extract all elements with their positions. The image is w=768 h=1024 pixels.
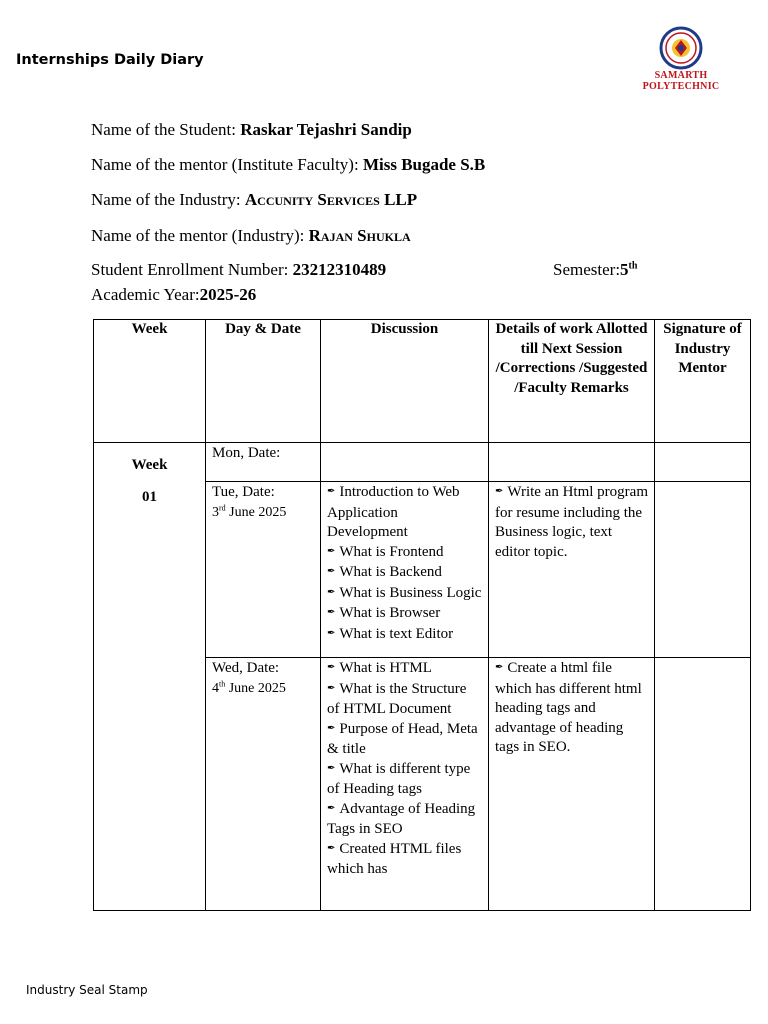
list-item: ✒ What is different type of Heading tags (327, 760, 482, 800)
date-suffix: th (219, 678, 226, 688)
diary-table (93, 319, 751, 911)
list-item: ✒ What is Business Logic (327, 584, 482, 605)
list-item: ✒ What is the Structure of HTML Document (327, 680, 482, 720)
details-cell (489, 443, 655, 482)
logo-line-2: POLYTECHNIC (642, 81, 720, 92)
industry-label: Name of the Industry: (91, 190, 241, 209)
list-item: ✒ What is Backend (327, 563, 482, 584)
samarth-emblem-icon (658, 26, 704, 70)
header-signature: Signature of Industry Mentor (655, 320, 751, 443)
industry-mentor-value: Rajan Shukla (308, 226, 411, 245)
academic-year-value: 2025-26 (199, 285, 257, 304)
semester-value: 5 (620, 260, 629, 279)
discussion-cell (321, 658, 489, 911)
list-item: ✒ What is Browser (327, 604, 482, 625)
page-title: Internships Daily Diary (16, 52, 204, 68)
header-week: Week (94, 320, 206, 443)
list-item: ✒ Introduction to Web Application Development (327, 483, 482, 543)
discussion-list (327, 483, 482, 645)
date-month-year: June 2025 (229, 504, 287, 520)
date-value (212, 503, 314, 523)
week-label: Week (131, 457, 168, 473)
day-label: Tue, Date: (212, 484, 275, 500)
day-date-cell (206, 658, 321, 911)
enrollment-line (91, 260, 386, 280)
industry-value: Accunity Services LLP (244, 190, 418, 209)
date-month-year: June 2025 (228, 680, 286, 696)
table-header-row (94, 320, 751, 443)
day-date-cell (206, 443, 321, 482)
list-item: ✒ Create a html file which has different html heading tags and advantage of heading tags in SEO. (495, 659, 648, 758)
academic-year-label: Academic Year: (91, 285, 200, 304)
list-item: ✒ What is text Editor (327, 625, 482, 646)
industry-mentor-line (91, 226, 411, 246)
week-cell (94, 443, 206, 911)
header-day-date: Day & Date (206, 320, 321, 443)
day-label: Mon, Date: (212, 445, 281, 461)
header-details: Details of work Allotted till Next Session /Corrections /Suggested /Faculty Remarks (489, 320, 655, 443)
date-value (212, 679, 314, 699)
institute-mentor-value: Miss Bugade S.B (362, 155, 486, 174)
details-cell (489, 658, 655, 911)
student-name-label: Name of the Student: (91, 120, 236, 139)
list-item: ✒ Write an Html program for resume including the Business logic, text editor topic. (495, 483, 648, 562)
institute-mentor-label: Name of the mentor (Institute Faculty): (91, 155, 359, 174)
details-cell (489, 482, 655, 658)
details-list (495, 483, 648, 562)
signature-cell (655, 658, 751, 911)
day-date-cell (206, 482, 321, 658)
discussion-list (327, 659, 482, 880)
list-item: ✒ Created HTML files which has (327, 840, 482, 880)
signature-cell (655, 482, 751, 658)
industry-mentor-label: Name of the mentor (Industry): (91, 226, 305, 245)
institute-logo (638, 26, 724, 92)
enrollment-value: 23212310489 (292, 260, 387, 279)
semester-label: Semester: (553, 260, 621, 279)
semester-suffix: th (628, 260, 638, 272)
discussion-cell (321, 443, 489, 482)
table-row (94, 443, 751, 482)
discussion-cell (321, 482, 489, 658)
date-number: 4 (212, 680, 219, 696)
list-item: ✒ Advantage of Heading Tags in SEO (327, 800, 482, 840)
logo-line-1: SAMARTH (654, 70, 708, 81)
date-number: 3 (212, 504, 219, 520)
industry-line (91, 190, 417, 210)
signature-cell (655, 443, 751, 482)
week-number: 01 (142, 489, 157, 505)
student-name-line (91, 120, 412, 140)
list-item: ✒ What is Frontend (327, 543, 482, 564)
semester-line (553, 260, 637, 280)
industry-seal-stamp-label: Industry Seal Stamp (26, 983, 148, 997)
student-name-value: Raskar Tejashri Sandip (240, 120, 412, 139)
day-label: Wed, Date: (212, 660, 280, 676)
list-item: ✒ Purpose of Head, Meta & title (327, 720, 482, 760)
institute-mentor-line (91, 155, 485, 175)
enrollment-label: Student Enrollment Number: (91, 260, 289, 279)
academic-year-line (91, 285, 256, 305)
header-discussion: Discussion (321, 320, 489, 443)
list-item: ✒ What is HTML (327, 659, 482, 680)
details-list (495, 659, 648, 758)
date-suffix: rd (219, 502, 226, 512)
